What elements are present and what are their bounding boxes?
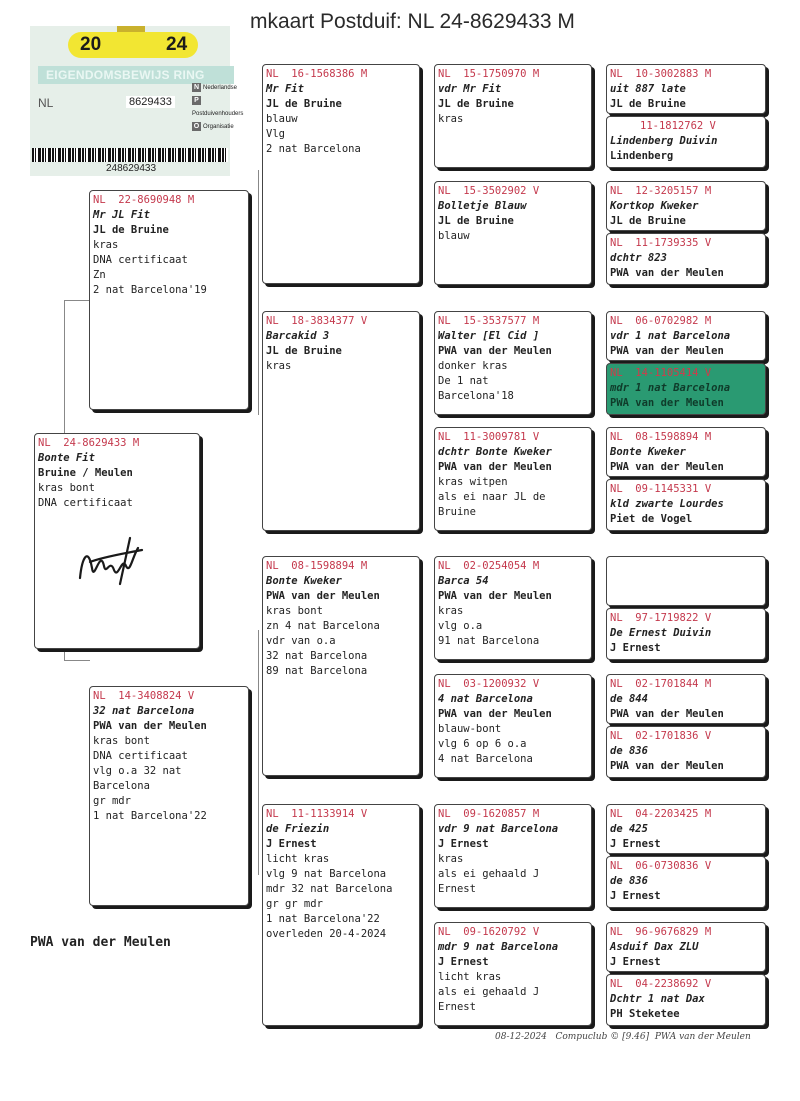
ring-number: NL 10-3002883 M (610, 68, 712, 80)
sticker-banner: EIGENDOMSBEWIJS RING (38, 66, 234, 84)
ring-number: NL 14-1105414 V (610, 367, 712, 379)
pigeon-name: 32 nat Barcelona (93, 705, 195, 717)
breeder: PWA van der Meulen (93, 720, 207, 732)
pigeon-card-g4[interactable] (606, 856, 766, 908)
pigeon-name: Asduif Dax ZLU (610, 941, 699, 953)
sticker-year (68, 32, 198, 58)
breeder: J Ernest (610, 890, 661, 902)
ring-number: NL 02-1701836 V (610, 730, 712, 742)
ring-number: NL 04-2203425 M (610, 808, 712, 820)
pigeon-name: Dchtr 1 nat Dax (610, 993, 705, 1005)
pigeon-card-g4[interactable] (606, 804, 766, 854)
ring-number: NL 16-1568386 M (266, 68, 368, 80)
pigeon-name: De Ernest Duivin (610, 627, 712, 639)
breeder: PWA van der Meulen (610, 760, 724, 772)
breeder: J Ernest (438, 838, 489, 850)
breeder: Lindenberg (610, 150, 674, 162)
breeder: J Ernest (610, 838, 661, 850)
detail-line: kras bont (266, 605, 323, 617)
pigeon-card-g3[interactable] (434, 804, 592, 908)
detail-line: als ei gehaald J (438, 986, 540, 998)
detail-line: Ernest (438, 883, 476, 895)
detail-line: kras (438, 853, 464, 865)
ring-number: NL 02-1701844 M (610, 678, 712, 690)
breeder: JL de Bruine (610, 98, 686, 110)
ring-number: NL 15-1750970 M (438, 68, 540, 80)
pigeon-name: de 425 (610, 823, 648, 835)
connector-line (64, 300, 90, 301)
pigeon-card-g4[interactable] (606, 116, 766, 168)
ring-number: NL 03-1200932 V (438, 678, 540, 690)
org-letter: P (192, 96, 201, 105)
detail-line: 32 nat Barcelona (266, 650, 368, 662)
org-line: Organisatie (203, 124, 234, 130)
breeder: J Ernest (438, 956, 489, 968)
ring-number: NL 06-0730836 V (610, 860, 712, 872)
detail-line: kras witpen (438, 476, 508, 488)
pigeon-card-g4[interactable] (606, 608, 766, 660)
year-right: 24 (166, 34, 188, 55)
ring-number: NL 08-1598894 M (266, 560, 368, 572)
detail-line: kras (438, 113, 464, 125)
pigeon-card-g4[interactable] (606, 479, 766, 531)
detail-line: overleden 20-4-2024 (266, 928, 387, 940)
signature-image (70, 528, 150, 590)
pigeon-name: vdr Mr Fit (438, 83, 502, 95)
sticker-country: NL (38, 96, 54, 110)
detail-line: DNA certificaat (93, 750, 188, 762)
ring-number: NL 11-1133914 V (266, 808, 368, 820)
pigeon-card-sire-sire[interactable] (262, 64, 420, 284)
detail-line: 89 nat Barcelona (266, 665, 368, 677)
org-line: Postduivenhouders (192, 111, 244, 117)
detail-line: Barcelona (93, 780, 150, 792)
breeder: PWA van der Meulen (438, 708, 552, 720)
detail-line: De 1 nat (438, 375, 489, 387)
breeder: JL de Bruine (266, 98, 342, 110)
pigeon-name: Lindenberg Duivin (610, 135, 718, 147)
pigeon-card-g4[interactable] (606, 64, 766, 114)
pigeon-card-g3[interactable] (434, 922, 592, 1026)
breeder: PWA van der Meulen (610, 461, 724, 473)
pigeon-card-g3[interactable] (434, 556, 592, 660)
breeder: PWA van der Meulen (438, 345, 552, 357)
ring-number: NL 96-9676829 M (610, 926, 712, 938)
pigeon-card-sire-dam[interactable] (262, 311, 420, 531)
detail-line: DNA certificaat (93, 254, 188, 266)
detail-line: Zn (93, 269, 106, 281)
pigeon-card-g4[interactable] (606, 427, 766, 477)
pigeon-name: de 836 (610, 875, 648, 887)
detail-line: kras bont (93, 735, 150, 747)
breeder: JL de Bruine (610, 215, 686, 227)
detail-line: 2 nat Barcelona (266, 143, 361, 155)
pigeon-name: mdr 9 nat Barcelona (438, 941, 559, 953)
ring-number: NL 12-3205157 M (610, 185, 712, 197)
pigeon-card-g4[interactable] (606, 922, 766, 972)
detail-line: vdr van o.a (266, 635, 336, 647)
pigeon-card-g4[interactable] (606, 181, 766, 231)
breeder: PWA van der Meulen (610, 345, 724, 357)
pigeon-name: mdr 1 nat Barcelona (610, 382, 731, 394)
ring-number: NL 97-1719822 V (610, 612, 712, 624)
ring-number: NL 02-0254054 M (438, 560, 540, 572)
breeder: JL de Bruine (93, 224, 169, 236)
connector-line (64, 660, 90, 661)
pigeon-name: Bonte Kweker (610, 446, 686, 458)
detail-line: als ei gehaald J (438, 868, 540, 880)
ring-number: NL 06-0702982 M (610, 315, 712, 327)
pigeon-card-g4-empty[interactable] (606, 556, 766, 606)
sticker-organisation (192, 82, 243, 134)
detail-line: gr mdr (93, 795, 131, 807)
detail-line: 1 nat Barcelona'22 (93, 810, 207, 822)
pigeon-name: kld zwarte Lourdes (610, 498, 724, 510)
pigeon-name: dchtr 823 (610, 252, 667, 264)
pigeon-card-dam[interactable] (89, 686, 249, 906)
pigeon-name: Mr Fit (266, 83, 304, 95)
breeder: PWA van der Meulen (266, 590, 380, 602)
ring-number: NL 14-3408824 V (93, 690, 195, 702)
pigeon-card-g3[interactable] (434, 64, 592, 168)
pigeon-name: Barca 54 (438, 575, 489, 587)
detail-line: Ernest (438, 1001, 476, 1013)
ring-number: NL 11-1739335 V (610, 237, 712, 249)
detail-line: vlg o.a 32 nat (93, 765, 182, 777)
pigeon-name: 4 nat Barcelona (438, 693, 533, 705)
detail-line: kras (438, 605, 464, 617)
detail-line: zn 4 nat Barcelona (266, 620, 380, 632)
org-letter: N (193, 84, 200, 91)
year-left: 20 (80, 34, 102, 55)
page-title: mkaart Postduif: NL 24-8629433 M (250, 10, 575, 33)
pigeon-name: de 836 (610, 745, 648, 757)
breeder: Piet de Vogel (610, 513, 693, 525)
detail-line: blauw (438, 230, 470, 242)
ring-number: NL 22-8690948 M (93, 194, 195, 206)
breeder: PWA van der Meulen (610, 708, 724, 720)
detail-line: kras (93, 239, 119, 251)
detail-line: mdr 32 nat Barcelona (266, 883, 393, 895)
pigeon-name: dchtr Bonte Kweker (438, 446, 552, 458)
detail-line: donker kras (438, 360, 508, 372)
pigeon-name: de Friezin (266, 823, 330, 835)
pigeon-card-sire[interactable] (89, 190, 249, 410)
pigeon-card-g4[interactable] (606, 674, 766, 724)
pigeon-name: Mr JL Fit (93, 209, 150, 221)
detail-line: 1 nat Barcelona'22 (266, 913, 380, 925)
breeder: JL de Bruine (438, 215, 514, 227)
detail-line: kras (266, 360, 292, 372)
pigeon-name: Walter [El Cid ] (438, 330, 540, 342)
detail-line: blauw (266, 113, 298, 125)
ring-number: NL 11-3009781 V (438, 431, 540, 443)
ring-number: NL 08-1598894 M (610, 431, 712, 443)
pigeon-name: uit 887 late (610, 83, 686, 95)
breeder: PWA van der Meulen (610, 397, 724, 409)
pigeon-card-g3[interactable] (434, 674, 592, 778)
detail-line: als ei naar JL de (438, 491, 546, 503)
footer-text: 08-12-2024 Compuclub © [9.46] PWA van der Meulen (495, 1032, 751, 1042)
detail-line: blauw-bont (438, 723, 502, 735)
barcode (32, 148, 228, 162)
pigeon-name: de 844 (610, 693, 648, 705)
pigeon-card-dam-sire[interactable] (262, 556, 420, 776)
pigeon-card-g4[interactable] (606, 974, 766, 1026)
detail-line: licht kras (266, 853, 330, 865)
ring-number: NL 04-2238692 V (610, 978, 712, 990)
pigeon-card-g4-highlighted[interactable] (606, 363, 766, 415)
pigeon-name: vdr 9 nat Barcelona (438, 823, 559, 835)
ring-number: NL 24-8629433 M (38, 437, 140, 449)
breeder: J Ernest (610, 956, 661, 968)
ring-number: NL 09-1145331 V (610, 483, 712, 495)
breeder: J Ernest (610, 642, 661, 654)
pigeon-card-g4[interactable] (606, 233, 766, 285)
pigeon-card-g3[interactable] (434, 427, 592, 531)
ring-number: NL 15-3537577 M (438, 315, 540, 327)
detail-line: vlg 6 op 6 o.a (438, 738, 527, 750)
pigeon-card-g3[interactable] (434, 311, 592, 415)
org-letter: O (193, 123, 200, 130)
detail-line: licht kras (438, 971, 502, 983)
breeder: Bruine / Meulen (38, 467, 133, 479)
pigeon-card-g4[interactable] (606, 311, 766, 361)
pigeon-card-g4[interactable] (606, 726, 766, 778)
detail-line: Vlg (266, 128, 285, 140)
breeder: PWA van der Meulen (438, 461, 552, 473)
pigeon-card-dam-dam[interactable] (262, 804, 420, 1026)
pigeon-name: Bolletje Blauw (438, 200, 527, 212)
detail-line: vlg o.a (438, 620, 483, 632)
breeder: PWA van der Meulen (438, 590, 552, 602)
detail-line: Barcelona'18 (438, 390, 514, 402)
pigeon-card-g3[interactable] (434, 181, 592, 285)
detail-line: gr gr mdr (266, 898, 323, 910)
breeder: JL de Bruine (266, 345, 342, 357)
ring-number: NL 15-3502902 V (438, 185, 540, 197)
ring-number: 11-1812762 V (640, 120, 716, 132)
breeder: PWA van der Meulen (610, 267, 724, 279)
pigeon-name: Barcakid 3 (266, 330, 330, 342)
breeder: J Ernest (266, 838, 317, 850)
detail-line: DNA certificaat (38, 497, 133, 509)
ring-number: NL 09-1620792 V (438, 926, 540, 938)
pigeon-name: Bonte Kweker (266, 575, 342, 587)
detail-line: vlg 9 nat Barcelona (266, 868, 387, 880)
ring-number: NL 18-3834377 V (266, 315, 368, 327)
sticker-ring: 8629433 (126, 96, 175, 108)
barcode-number: 248629433 (106, 163, 157, 174)
org-line: Nederlandse (203, 85, 238, 91)
pigeon-name: Bonte Fit (38, 452, 95, 464)
pigeon-name: vdr 1 nat Barcelona (610, 330, 731, 342)
detail-line: 91 nat Barcelona (438, 635, 540, 647)
pigeon-name: Kortkop Kweker (610, 200, 699, 212)
detail-line: 2 nat Barcelona'19 (93, 284, 207, 296)
breeder: JL de Bruine (438, 98, 514, 110)
ring-number: NL 09-1620857 M (438, 808, 540, 820)
owner-name: PWA van der Meulen (30, 935, 171, 950)
detail-line: kras bont (38, 482, 95, 494)
detail-line: 4 nat Barcelona (438, 753, 533, 765)
detail-line: Bruine (438, 506, 476, 518)
breeder: PH Steketee (610, 1008, 680, 1020)
